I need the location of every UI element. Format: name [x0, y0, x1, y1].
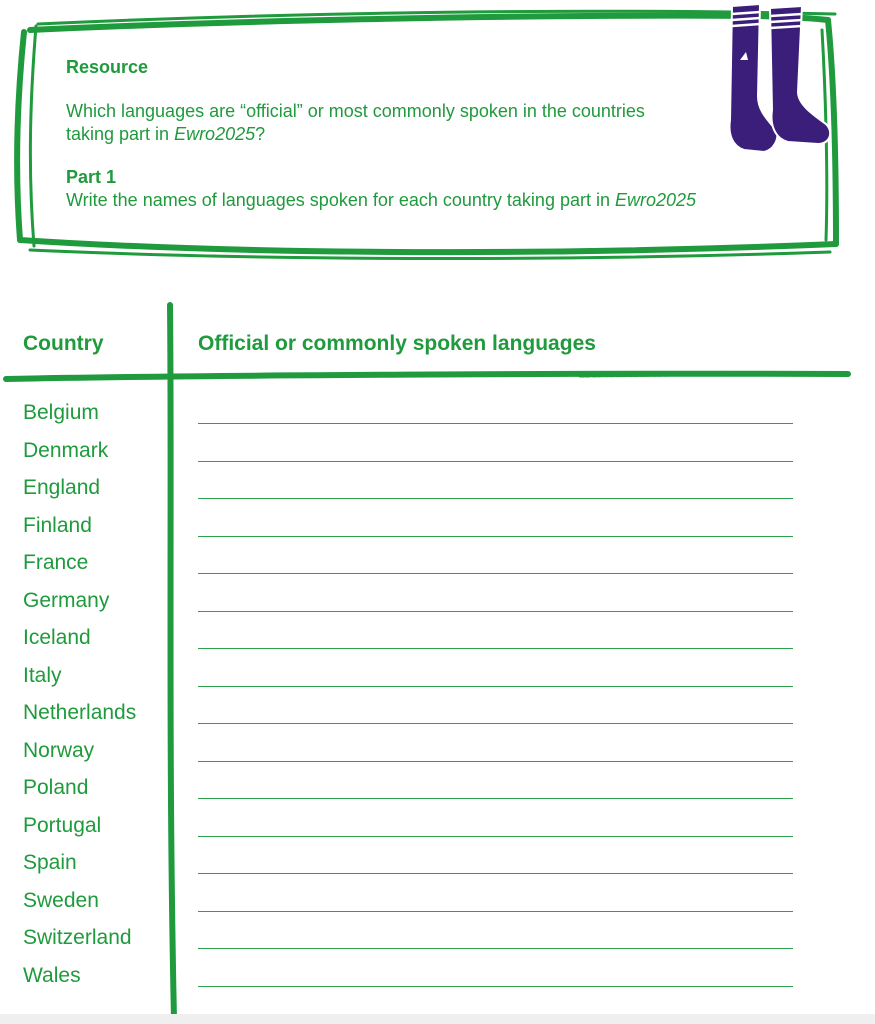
table-row [0, 808, 875, 846]
part-1-instruction [66, 189, 766, 212]
table-row [0, 770, 875, 808]
answer-line[interactable] [198, 986, 793, 987]
page-bottom-edge [0, 1014, 875, 1024]
country-rows [0, 395, 875, 995]
table-row [0, 433, 875, 471]
part-1-title: Part 1 [66, 167, 117, 187]
country-name: France [23, 551, 89, 574]
table-row [0, 395, 875, 433]
answer-line[interactable] [198, 911, 793, 912]
question-line-2-prefix: taking part in [66, 124, 175, 144]
answer-line[interactable] [198, 423, 793, 424]
resource-question [66, 100, 766, 146]
answer-line[interactable] [198, 498, 793, 499]
country-name: Netherlands [23, 701, 137, 724]
answer-line[interactable] [198, 648, 793, 649]
header-languages: Official or commonly spoken languages [198, 332, 596, 355]
question-ewro-name: Ewro2025 [174, 124, 256, 144]
resource-heading: Resource [66, 57, 149, 77]
table-row [0, 583, 875, 621]
country-name: Wales [23, 963, 81, 987]
table-row [0, 695, 875, 733]
table-row [0, 958, 875, 996]
answer-line[interactable] [198, 798, 793, 799]
country-name: England [23, 476, 101, 499]
country-name: Germany [23, 588, 110, 612]
country-name: Poland [23, 776, 89, 799]
table-row [0, 658, 875, 696]
country-name: Portugal [23, 813, 102, 837]
answer-line[interactable] [198, 536, 793, 537]
instruction-ewro-name: Ewro2025 [614, 190, 697, 210]
table-row [0, 845, 875, 883]
country-name: Denmark [23, 438, 109, 462]
table-row [0, 508, 875, 546]
question-line-1: Which languages are “official” or most commonly spoken in the countries [66, 101, 645, 121]
table-row [0, 620, 875, 658]
answer-line[interactable] [198, 836, 793, 837]
country-name: Italy [23, 663, 62, 687]
country-name: Iceland [23, 626, 91, 649]
question-line-2-suffix: ? [255, 124, 266, 144]
answer-line[interactable] [198, 948, 793, 949]
table-row [0, 470, 875, 508]
header-country: Country [23, 332, 104, 355]
table-row [0, 883, 875, 921]
resource-box [66, 56, 766, 212]
answer-line[interactable] [198, 686, 793, 687]
country-name: Switzerland [23, 926, 132, 949]
table-row [0, 545, 875, 583]
country-name: Norway [23, 738, 95, 762]
country-name: Sweden [23, 888, 99, 912]
answer-line[interactable] [198, 611, 793, 612]
instruction-prefix: Write the names of languages spoken for each country taking part in [66, 190, 615, 210]
answer-line[interactable] [198, 573, 793, 574]
country-name: Spain [23, 851, 77, 874]
answer-line[interactable] [198, 873, 793, 874]
answer-line[interactable] [198, 461, 793, 462]
country-name: Finland [23, 513, 92, 537]
answer-line[interactable] [198, 723, 793, 724]
answer-line[interactable] [198, 761, 793, 762]
table-row [0, 733, 875, 771]
table-row [0, 920, 875, 958]
country-name: Belgium [23, 401, 99, 424]
